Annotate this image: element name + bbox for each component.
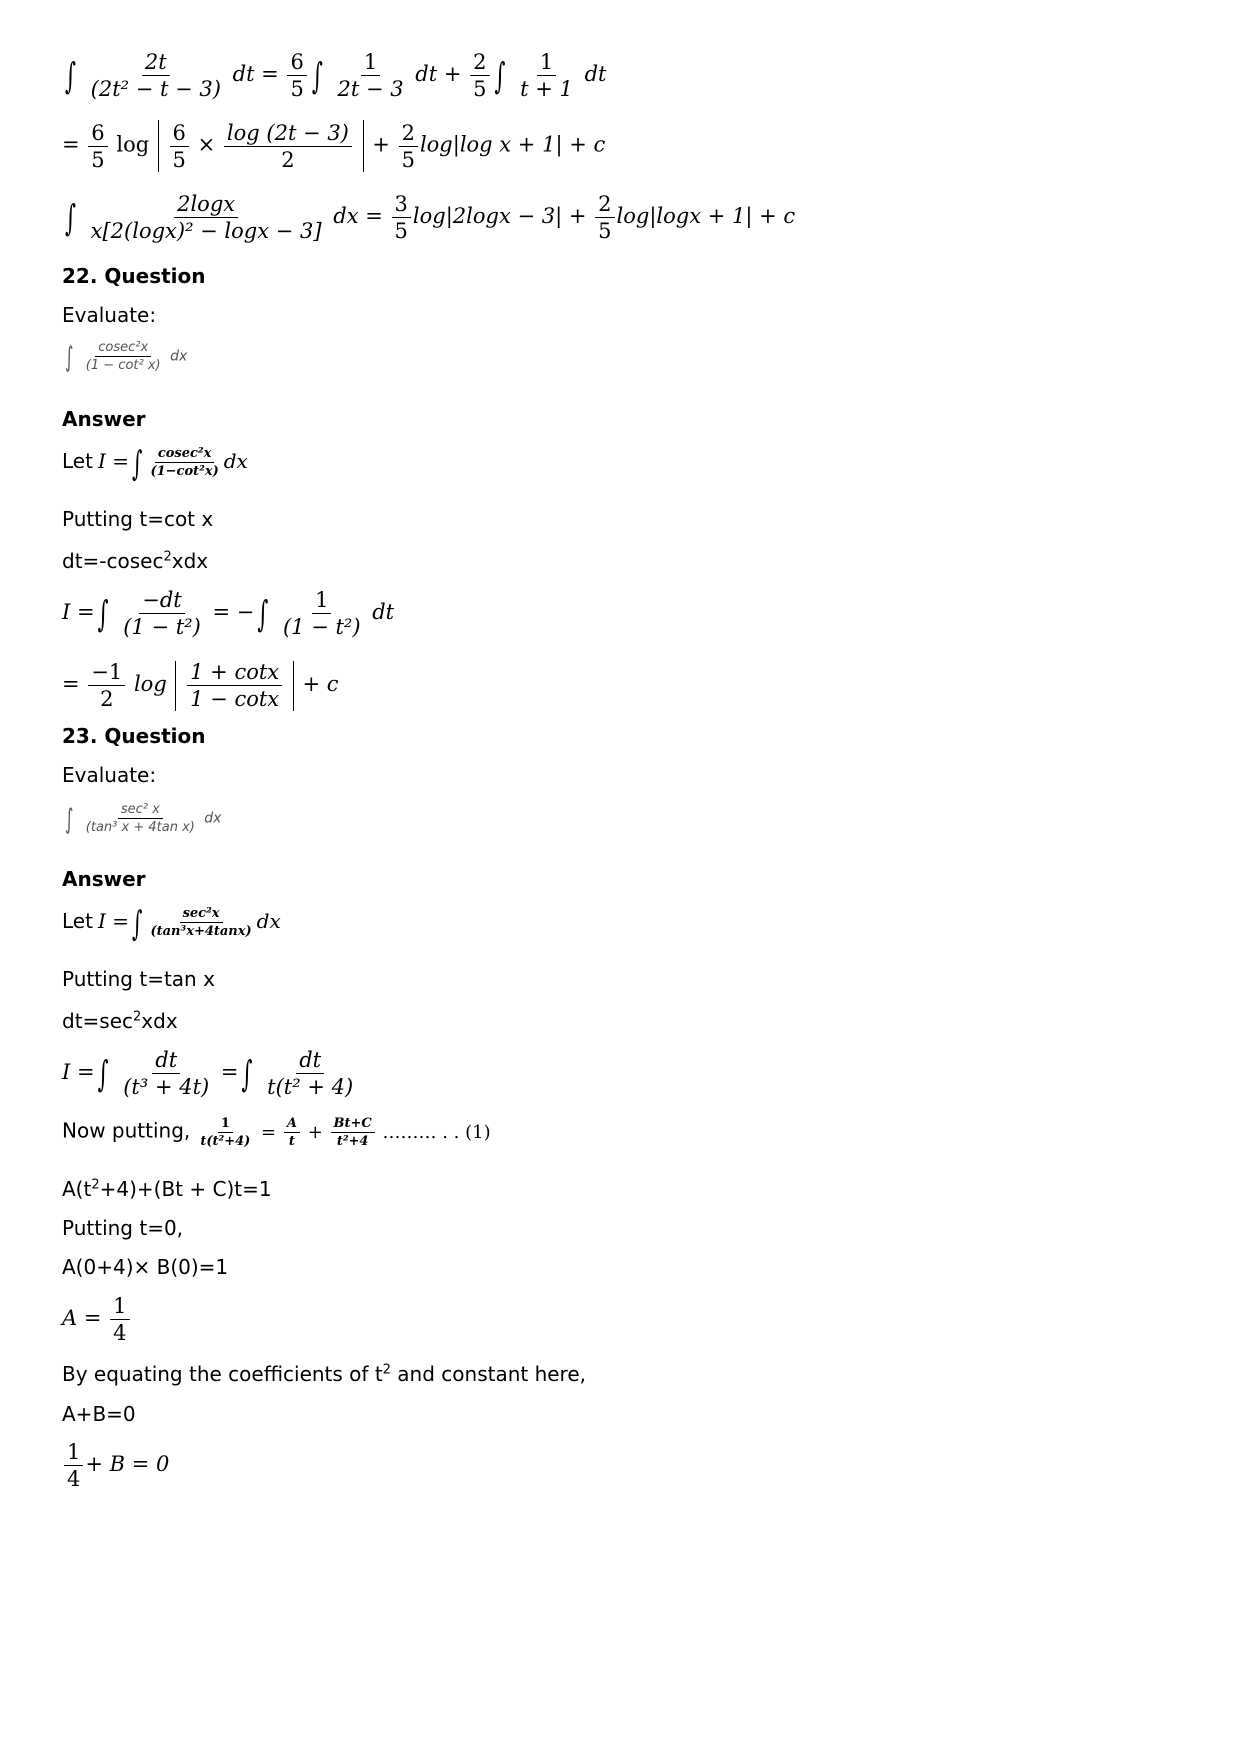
q23-substitution: Putting t=tan x [62,967,215,991]
q23-coefficients-text: By equating the coefficients of $t^2$ and constant here, [62,1362,587,1386]
q23-differential: $dt=\sec^2xdx$ [62,1009,178,1033]
q23-integral-in-t: I = ∫ $\frac{dt}{\text{(t³ + 4t)}}$ = ∫ $\frac{dt}{\text{t(t² + 4)}}$ [62,1048,354,1099]
q22-heading: 22. Question [62,264,206,288]
equation-final-result: ∫ $\frac{2\log x}{\text{x[2(logx)² − logx − 3]}}$ dx = $\frac{3}{5}$ log|2logx − 3| + $\frac{2}{5}$ log|logx + 1| + c [65,192,796,243]
q23-let-line [62,902,281,943]
let-label: Let [62,909,93,933]
q22-substitution: Putting t=cot x [62,507,214,531]
now-putting-label: Now putting, [62,1118,191,1143]
let-math: I = ∫ $\frac{\text{cosec²x}}{\text{(1−cot²x)}}$ dx [98,442,248,483]
q23-b-equation: $\frac{1}{4}$ + B = 0 [62,1440,169,1491]
q22-prompt: Evaluate: [62,303,157,327]
q23-a-equation: A(0+4)× B(0)=1 [62,1255,229,1279]
q22-answer-heading: Answer [62,407,146,431]
let-label: Let [62,449,93,473]
q22-let-line [62,442,248,483]
q23-identity: $A(t^2+4)+(Bt + C)t=1$ [62,1177,272,1201]
q23-put-t-zero: Putting t=0, [62,1216,184,1240]
q23-answer-heading: Answer [62,867,146,891]
q22-differential: dt=-cosec$^2$xdx [62,549,209,573]
let-math: I = ∫ $\frac{\text{sec²x}}{\text{(tan³x+4tanx)}}$ dx [98,902,281,943]
q23-partial-fraction-setup [62,1116,491,1149]
partial-fraction-math: $\frac{1}{\text{t(t²+4)}}$ = $\frac{A}{t}$ + $\frac{Bt+C}{\text{t²+4}}$ ……… . . (1) [200,1116,491,1149]
equation-partial-fraction-integral: ∫ $\frac{2t}{\text{(2t² − t − 3)}}$ dt = $\frac{6}{5}$ ∫ $\frac{1}{2t - 3}$ dt + $\frac{2}{5}$ ∫ $\frac{1}{t + 1}$ dt [65,50,607,101]
equation-log-result: = $\frac{6}{5}$ log $\frac{6}{5}$ × $\frac{\log (2t - 3)}{2}$ + $\frac{2}{5}$ log|log x + 1| + c [62,120,606,172]
q22-result: = $\frac{-1}{2}$ log $\frac{1 + \cot x}{1 - \cot x}$ + c [62,660,339,711]
q23-heading: 23. Question [62,724,206,748]
q23-a-plus-b: A+B=0 [62,1402,136,1426]
q22-expression: ∫ $\frac{\text{cosec²x}}{\text{(1 − cot² x)}}$ dx [65,340,188,373]
q23-expression: ∫ $\frac{\text{sec² x}}{\text{(tan³ x + 4tan x)}}$ dx [65,802,222,835]
q23-a-value: A = $\frac{1}{4}$ [62,1294,132,1345]
q22-integral-in-t: I = ∫ $\frac{-dt}{\text{(1 − t²)}}$ = − ∫ $\frac{1}{\text{(1 − t²)}}$ dt [62,588,395,639]
q23-prompt: Evaluate: [62,763,157,787]
